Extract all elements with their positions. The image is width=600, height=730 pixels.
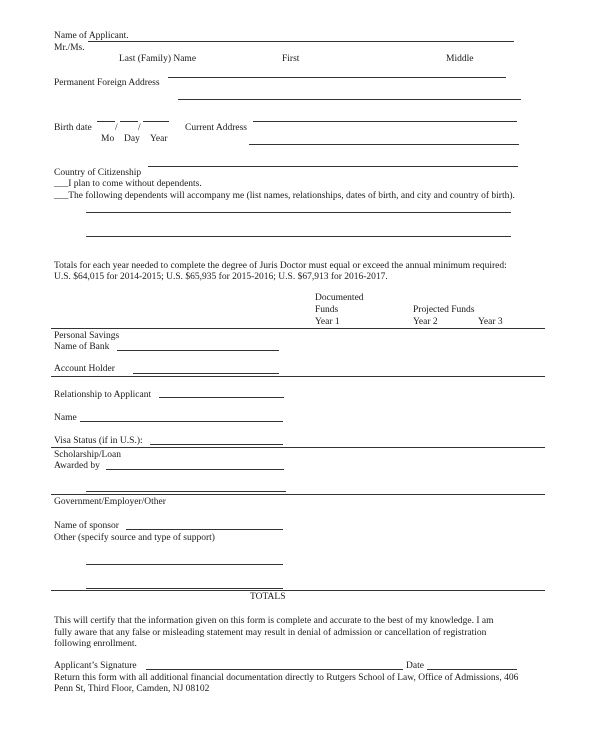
year2-header: Year 2 — [413, 317, 438, 327]
date-label: Date — [406, 661, 424, 671]
birth-year-label: Year — [150, 134, 168, 144]
relation-name-field[interactable] — [80, 421, 283, 422]
visa-rule — [51, 447, 545, 448]
signature-label: Applicant’s Signature — [54, 661, 137, 671]
foreign-address-field-1[interactable] — [168, 77, 506, 78]
birth-year-field[interactable] — [143, 121, 169, 122]
birth-date-label: Birth date — [54, 123, 92, 133]
totals-note-line1: Totals for each year needed to complete the degree of Juris Doctor must equal or exceed the annual minimum required: — [54, 261, 507, 271]
certification-line1: This will certify that the information given on this form is complete and accurate to the best of my knowledge. I am — [54, 616, 494, 626]
government-heading: Government/Employer/Other — [54, 497, 166, 507]
sponsor-label: Name of sponsor — [54, 521, 119, 531]
birth-slash-1: / — [115, 123, 118, 133]
other-support-field-1[interactable] — [86, 564, 283, 565]
sponsor-field[interactable] — [126, 529, 283, 530]
name-label: Name — [54, 413, 77, 423]
signature-field[interactable] — [146, 669, 403, 670]
scholarship-rule — [51, 494, 545, 495]
current-address-label: Current Address — [185, 123, 248, 133]
foreign-address-label: Permanent Foreign Address — [54, 78, 160, 88]
visa-field[interactable] — [150, 444, 283, 445]
totals-label: TOTALS — [250, 592, 286, 602]
birth-day-field[interactable] — [120, 121, 138, 122]
other-support-label: Other (specify source and type of support) — [54, 533, 215, 543]
dependents-field-2[interactable] — [86, 236, 511, 237]
totals-note-line2: U.S. $64,015 for 2014-2015; U.S. $65,935 for 2015-2016; U.S. $67,913 for 2016-2017. — [54, 272, 388, 282]
name-field[interactable] — [88, 41, 514, 42]
with-dependents-option[interactable]: ___The following dependents will accompany me (list names, relationships, dates of birth, and city and country of birth). — [54, 191, 515, 201]
relationship-field[interactable] — [159, 397, 284, 398]
year1-header: Year 1 — [315, 317, 340, 327]
bank-label: Name of Bank — [54, 342, 110, 352]
citizenship-field[interactable] — [148, 166, 518, 167]
birth-slash-2: / — [138, 123, 141, 133]
other-support-field-2[interactable] — [86, 588, 283, 589]
date-field[interactable] — [427, 669, 517, 670]
relationship-label: Relationship to Applicant — [54, 390, 152, 400]
foreign-address-field-2[interactable] — [178, 99, 521, 100]
birth-day-label: Day — [124, 134, 140, 144]
awarded-label: Awarded by — [54, 461, 100, 471]
awarded-field[interactable] — [106, 469, 284, 470]
middle-name-label: Middle — [446, 54, 474, 64]
current-address-field-2[interactable] — [249, 144, 519, 145]
holder-label: Account Holder — [54, 364, 115, 374]
savings-rule — [51, 376, 545, 377]
first-name-label: First — [282, 54, 300, 64]
scholarship-heading: Scholarship/Loan — [54, 450, 122, 460]
birth-mo-label: Mo — [101, 134, 115, 144]
holder-field[interactable] — [133, 373, 279, 374]
return-line2: Penn St, Third Floor, Camden, NJ 08102 — [54, 684, 210, 694]
dependents-field-1[interactable] — [86, 212, 511, 213]
no-dependents-option[interactable]: ___I plan to come without dependents. — [54, 179, 202, 189]
documented-header: Documented — [315, 293, 364, 303]
citizenship-label: Country of Citizenship — [54, 168, 142, 178]
certification-line3: following enrollment. — [54, 639, 137, 649]
bank-field[interactable] — [117, 350, 279, 351]
totals-rule — [51, 590, 545, 591]
current-address-field-1[interactable] — [253, 121, 517, 122]
header-rule — [51, 328, 545, 329]
birth-month-field[interactable] — [97, 121, 115, 122]
last-name-label: Last (Family) Name — [119, 54, 197, 64]
projected-funds-header: Projected Funds — [413, 305, 475, 315]
certification-line2: fully aware that any false or misleading statement may result in denial of admission or cancellation of registration — [54, 628, 487, 638]
visa-label: Visa Status (if in U.S.): — [54, 436, 143, 446]
scholarship-field-2[interactable] — [86, 491, 286, 492]
mr-ms-label: Mr./Ms. — [54, 43, 85, 53]
applicant-heading: Name of Applicant. — [54, 31, 129, 41]
savings-heading: Personal Savings — [54, 331, 120, 341]
return-line1: Return this form with all additional financial documentation directly to Rutgers School of Law, Office of Admissions, 406 — [54, 673, 519, 683]
year3-header: Year 3 — [478, 317, 503, 327]
funds-header: Funds — [315, 305, 339, 315]
